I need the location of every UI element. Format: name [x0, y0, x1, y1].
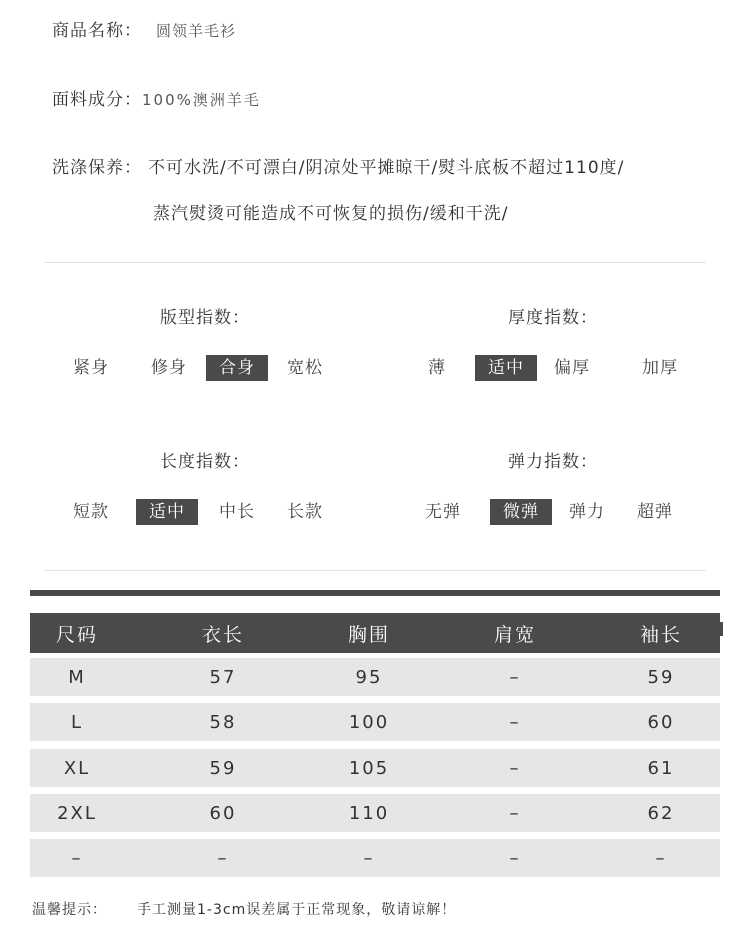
length-option-short: 短款: [73, 502, 109, 522]
cell-length: –: [217, 847, 229, 869]
table-header-row: [30, 613, 720, 653]
cell-chest: 95: [355, 666, 383, 688]
cell-size: XL: [63, 757, 91, 779]
thickness-option-thin: 薄: [428, 358, 446, 378]
section-bar: [30, 590, 720, 596]
product-name-row: [52, 16, 236, 41]
fit-index-options: [60, 355, 350, 381]
fit-option-tight: 紧身: [73, 358, 109, 378]
elasticity-option-slight-selected: 微弹: [490, 499, 552, 525]
cell-size: 2XL: [57, 802, 97, 824]
header-size: 尺码: [55, 623, 98, 646]
cell-length: 58: [209, 711, 237, 733]
divider: [44, 570, 706, 571]
length-option-medium-selected: 适中: [136, 499, 198, 525]
thickness-index-options: [412, 355, 702, 381]
cell-size: –: [71, 847, 83, 869]
cell-chest: 100: [348, 711, 390, 733]
wash-care-label: 洗涤保养：: [52, 158, 142, 178]
table-row: [30, 703, 720, 741]
fit-option-loose: 宽松: [287, 358, 323, 378]
fabric-value: 100%澳洲羊毛: [142, 91, 261, 109]
elasticity-index-title: 弹力指数：: [508, 452, 598, 472]
cell-sleeve: 61: [647, 757, 675, 779]
cell-shoulder: –: [509, 802, 521, 824]
cell-sleeve: 62: [647, 802, 675, 824]
cell-shoulder: –: [509, 847, 521, 869]
wash-care-line-1: 不可水洗/不可漂白/阴凉处平摊晾干/熨斗底板不超过110度/: [148, 158, 625, 178]
fabric-row: [52, 85, 261, 110]
cell-shoulder: –: [509, 711, 521, 733]
length-index-title: 长度指数：: [160, 452, 250, 472]
table-row: [30, 794, 720, 832]
thickness-option-medium-selected: 适中: [475, 355, 537, 381]
thickness-option-thick: 偏厚: [554, 358, 590, 378]
header-chest: 胸围: [347, 623, 390, 646]
wash-care-row: [52, 153, 732, 224]
length-index-options: [60, 499, 350, 525]
table-row: [30, 658, 720, 696]
cell-size: L: [70, 711, 84, 733]
elasticity-option-super: 超弹: [637, 502, 673, 522]
cell-length: 59: [209, 757, 237, 779]
cell-size: M: [68, 666, 86, 688]
fit-index-title: 版型指数：: [160, 308, 250, 328]
fabric-label: 面料成分：: [52, 90, 142, 110]
cell-sleeve: 59: [647, 666, 675, 688]
cell-chest: –: [363, 847, 375, 869]
cell-chest: 105: [348, 757, 390, 779]
cell-shoulder: –: [509, 666, 521, 688]
divider: [44, 262, 706, 263]
product-name-value: 圆领羊毛衫: [156, 22, 237, 40]
fit-option-regular-selected: 合身: [206, 355, 268, 381]
length-option-long: 长款: [287, 502, 323, 522]
tip-text: 手工测量1-3cm误差属于正常现象，敬请谅解！: [137, 902, 457, 918]
measurement-tip: [32, 899, 456, 919]
cell-chest: 110: [348, 802, 390, 824]
thickness-index-title: 厚度指数：: [508, 308, 598, 328]
cell-shoulder: –: [509, 757, 521, 779]
thickness-option-extra-thick: 加厚: [642, 358, 678, 378]
table-edge-mark: [720, 622, 723, 636]
product-name-label: 商品名称：: [52, 21, 142, 41]
wash-care-line-2: 蒸汽熨烫可能造成不可恢复的损伤/缓和干洗/: [153, 204, 509, 224]
cell-length: 60: [209, 802, 237, 824]
cell-length: 57: [209, 666, 237, 688]
tip-label: 温馨提示：: [32, 902, 107, 918]
elasticity-option-elastic: 弹力: [569, 502, 605, 522]
table-row: [30, 749, 720, 787]
elasticity-option-none: 无弹: [425, 502, 461, 522]
header-shoulder: 肩宽: [493, 623, 536, 646]
cell-sleeve: –: [655, 847, 667, 869]
header-length: 衣长: [201, 623, 244, 646]
elasticity-index-options: [412, 499, 702, 525]
table-row: [30, 839, 720, 877]
header-sleeve: 袖长: [639, 623, 682, 646]
length-option-mid-long: 中长: [219, 502, 255, 522]
cell-sleeve: 60: [647, 711, 675, 733]
fit-option-slim: 修身: [151, 358, 187, 378]
